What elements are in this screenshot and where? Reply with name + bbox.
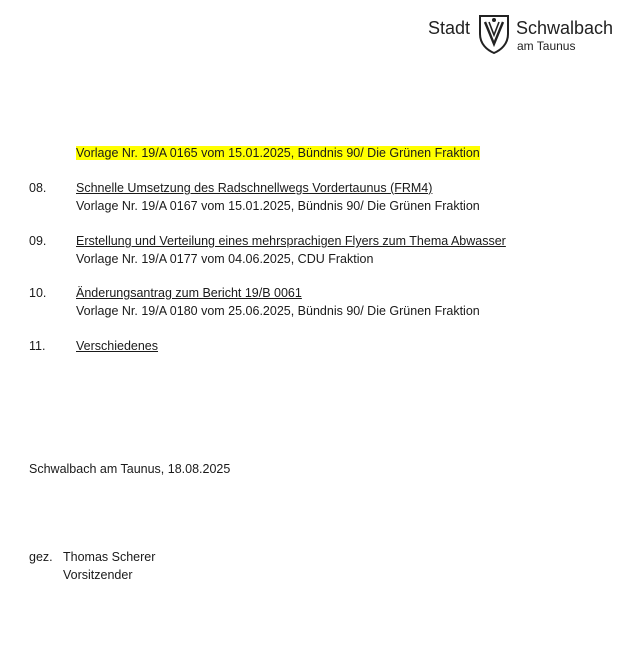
schwalbach-crest-icon xyxy=(477,14,511,54)
city-logo xyxy=(428,12,628,56)
agenda-item-vorlage: Vorlage Nr. 19/A 0180 vom 25.06.2025, Bündnis 90/ Die Grünen Fraktion xyxy=(76,304,480,318)
agenda-item-vorlage: Vorlage Nr. 19/A 0167 vom 15.01.2025, Bündnis 90/ Die Grünen Fraktion xyxy=(76,199,480,213)
agenda-item-title: Änderungsantrag zum Bericht 19/B 0061 xyxy=(76,286,302,300)
agenda-item-number: 10. xyxy=(29,286,47,300)
signature-gez: gez. xyxy=(29,550,53,564)
highlighted-vorlage: Vorlage Nr. 19/A 0165 vom 15.01.2025, Bündnis 90/ Die Grünen Fraktion xyxy=(76,146,480,160)
agenda-item-title: Schnelle Umsetzung des Radschnellwegs Vordertaunus (FRM4) xyxy=(76,181,433,195)
logo-stadt: Stadt xyxy=(428,18,471,38)
agenda-item-number: 09. xyxy=(29,234,47,248)
agenda-item-title: Verschiedenes xyxy=(76,339,159,353)
signature-name: Thomas Scherer xyxy=(63,550,156,564)
agenda-item-vorlage xyxy=(76,145,480,161)
agenda-item-title: Erstellung und Verteilung eines mehrsprachigen Flyers zum Thema Abwasser xyxy=(76,234,506,248)
signature-role: Vorsitzender xyxy=(63,568,133,582)
logo-subtitle: am Taunus xyxy=(517,39,576,53)
logo-city-name: Schwalbach xyxy=(516,18,614,38)
agenda-item-number: 11. xyxy=(29,339,46,353)
place-date: Schwalbach am Taunus, 18.08.2025 xyxy=(29,462,231,476)
agenda-item-number: 08. xyxy=(29,181,47,195)
agenda-item-vorlage: Vorlage Nr. 19/A 0177 vom 04.06.2025, CDU Fraktion xyxy=(76,252,374,266)
